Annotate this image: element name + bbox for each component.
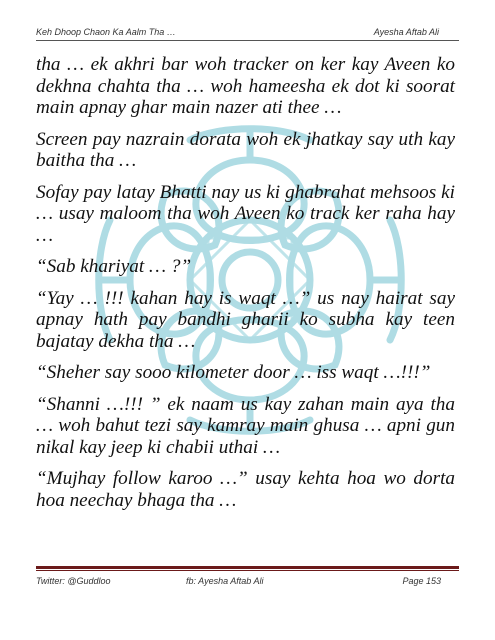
paragraph: “Shanni …!!! ” ek naam us kay zahan main aya tha … woh bahut tezi say kamray main ghusa … apni gun nikal kay jeep ki chabii uthai … [36, 393, 455, 458]
paragraph: tha … ek akhri bar woh tracker on ker kay Aveen ko dekhna chahta tha … woh hameesha ek dot ki soorat main apnay ghar main nazer ati thee … [36, 54, 455, 118]
facebook-handle: fb: Ayesha Aftab Ali [186, 576, 264, 586]
paragraph: “Sheher say sooo kilometer door … iss waqt …!!!” [36, 362, 431, 383]
paragraph: Sofay pay latay Bhatti nay us ki ghabrahat mehsoos ki … usay maloom tha woh Aveen ko track ker raha hay … [36, 181, 455, 246]
footer-rule-thin [36, 570, 459, 571]
paragraph: “Mujhay follow karoo …” usay kehta hoa wo dorta hoa neechay bhaga tha … [36, 468, 455, 511]
paragraph: Screen pay nazrain dorata woh ek jhatkay say uth kay baitha tha … [36, 128, 455, 171]
paragraph: “Yay … !!! kahan hay is waqt …” us nay hairat say apnay hath pay bandhi gharii ko subha kay teen bajatay dekha tha … [36, 287, 455, 352]
page-header [36, 27, 459, 41]
paragraph: “Sab khariyat … ?” [36, 256, 192, 277]
footer-rule-thick [36, 566, 459, 569]
book-title: Keh Dhoop Chaon Ka Aalm Tha … [36, 27, 176, 37]
page-number: Page 153 [402, 576, 441, 586]
header-rule [36, 40, 459, 41]
page-body [36, 54, 455, 521]
twitter-handle: Twitter: @Guddloo [36, 576, 111, 586]
page-footer [36, 576, 459, 590]
author-name: Ayesha Aftab Ali [373, 27, 439, 37]
